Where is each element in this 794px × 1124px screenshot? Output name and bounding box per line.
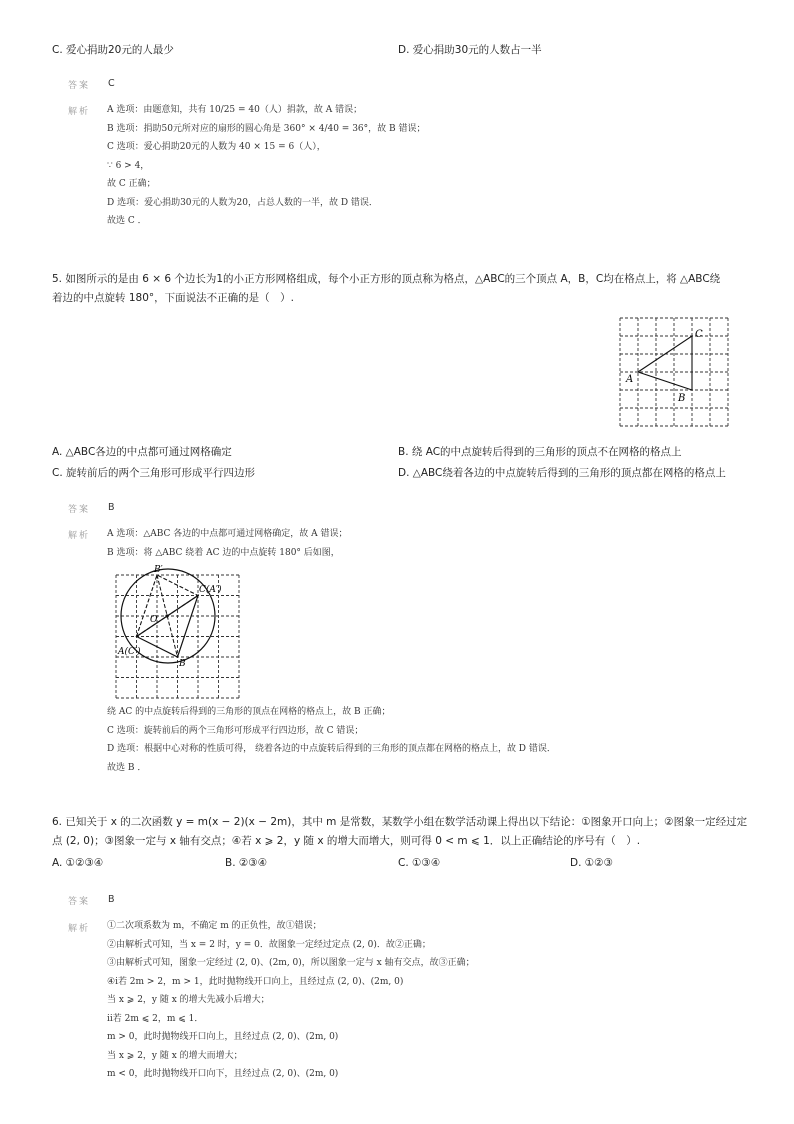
q5-analysis-line: 故选 B ． <box>107 762 147 773</box>
q5-analysis-line: A 选项：△ABC 各边的中点都可通过网格确定，故 A 错误； <box>107 529 348 539</box>
q5-grid-figure <box>615 313 737 433</box>
q6-analysis <box>107 917 475 1084</box>
q4-answer: C <box>108 78 115 89</box>
q5-stem-line: 5. 如图所示的是由 6 × 6 个边长为1的小正方形网格组成，每个小正方形的顶点称为格点，△ABC的三个顶点 A，B，C均在格点上，将 △ABC绕 <box>52 273 721 285</box>
q6-analysis-line: ②由解析式可知，当 x = 2 时，y = 0．故图象一定经过定点 (2, 0)．故②正确； <box>107 939 431 950</box>
q5-analysis-line: D 选项：根据中心对称的性质可得， 绕着各边的中点旋转后得到的三角形的顶点都在网格的格点上，故 D 错误． <box>107 744 556 754</box>
q4-analysis-line: C 选项：爱心捐助20元的人数为 40 × 15 = 6（人）， <box>107 142 326 152</box>
q5-option-a: A. △ABC各边的中点都可通过网格确定 <box>52 446 232 458</box>
q5-label-a: A <box>626 374 634 385</box>
q5-analysis-line: C 选项：旋转前后的两个三角形可形成平行四边形，故 C 错误； <box>107 725 364 736</box>
q6-analysis-label: 解析 <box>68 924 91 934</box>
q6-option-a: A. ①②③④ <box>52 857 104 869</box>
q5-answer-label: 答案 <box>68 505 91 515</box>
q5-analysis-line: B 选项：将 △ABC 绕着 AC 边的中点旋转 180° 后如图， <box>107 547 340 558</box>
q5-analysis-bottom <box>107 703 556 777</box>
q5-option-c: C. 旋转前后的两个三角形可形成平行四边形 <box>52 467 256 479</box>
q6-analysis-line: ④ⅰ若 2m > 2，m > 1，此时抛物线开口向上，且经过点 (2, 0)、(2m, 0) <box>107 976 404 987</box>
q5-option-b: B. 绕 AC的中点旋转后得到的三角形的顶点不在网格的格点上 <box>398 446 682 458</box>
q6-option-b: B. ②③④ <box>225 857 268 869</box>
q4-analysis-line: 故选 C ． <box>107 216 147 226</box>
q5-analysis-top <box>107 525 348 562</box>
q5-analysis-label: 解析 <box>68 531 91 541</box>
q6-analysis-line: ⅱ若 2m ⩽ 2，m ⩽ 1． <box>107 1013 204 1024</box>
q6-option-c: C. ①③④ <box>398 857 441 869</box>
q6-analysis-line: 当 x ⩾ 2，y 随 x 的增大而增大； <box>107 1050 243 1061</box>
q4-analysis-line: D 选项：爱心捐助30元的人数为20，占总人数的一半，故 D 错误． <box>107 197 378 208</box>
q5-center-o <box>165 614 168 617</box>
q6-stem-line: 6. 已知关于 x 的二次函数 y = m(x − 2)(x − 2m)，其中 m 是常数，某数学小组在数学活动课上得出以下结论：①图象开口向上；②图象一定经过定 <box>52 816 748 828</box>
q4-analysis-line: B 选项：捐助50元所对应的扇形的圆心角是 360° × 4/40 = 36°，故 B 错误； <box>107 123 426 134</box>
q6-answer: B <box>108 894 115 905</box>
q4-analysis-line: A 选项：由题意知，共有 10/25 = 40（人）捐款，故 A 错误； <box>107 105 363 115</box>
q4-analysis <box>107 101 426 231</box>
q4-answer-label: 答案 <box>68 81 91 91</box>
q4-analysis-line: 故 C 正确； <box>107 179 156 189</box>
q6-analysis-line: ③由解析式可知，图象一定经过 (2, 0)、(2m, 0)，所以图象一定与 x 轴有交点，故③正确； <box>107 958 475 968</box>
q5-label-c: C <box>695 329 703 340</box>
q5-stem-line: 着边的中点旋转 180°，下面说法不正确的是（ ）. <box>52 292 294 304</box>
q5-label-o: O <box>150 615 158 625</box>
q5-label-b2: B <box>179 659 186 669</box>
q5-grid-lines <box>620 318 728 426</box>
q6-option-d: D. ①②③ <box>570 857 613 869</box>
q5-option-d: D. △ABC绕着各边的中点旋转后得到的三角形的顶点都在网格的格点上 <box>398 467 726 479</box>
q6-analysis-line: m > 0，此时抛物线开口向上，且经过点 (2, 0)、(2m, 0) <box>107 1032 339 1042</box>
q5-triangle-original <box>137 596 199 658</box>
q4-option-c: C. 爱心捐助20元的人最少 <box>52 44 174 56</box>
q6-analysis-line: ①二次项系数为 m，不确定 m 的正负性，故①错误； <box>107 921 322 931</box>
q5-label-a-c-prime: A(C′) <box>118 647 141 657</box>
q5-answer: B <box>108 502 115 513</box>
q5-triangle-abc <box>638 336 692 390</box>
q4-analysis-line: ∵ 6 > 4， <box>107 160 150 171</box>
q5-triangle-rotated <box>137 575 199 637</box>
q5-label-b: B <box>678 393 686 404</box>
q4-option-d: D. 爱心捐助30元的人数占一半 <box>398 44 542 56</box>
q5-rotation-figure <box>110 562 242 702</box>
q6-answer-label: 答案 <box>68 897 91 907</box>
q6-stem-line: 点 (2, 0)；③图象一定与 x 轴有交点；④若 x ⩾ 2，y 随 x 的增大而增大，则可得 0 < m ⩽ 1．以上正确结论的序号有（ ）. <box>52 835 641 847</box>
q6-analysis-line: m < 0，此时抛物线开口向下，且经过点 (2, 0)、(2m, 0) <box>107 1069 339 1079</box>
q5-label-b-prime: B′ <box>154 565 163 575</box>
q6-stem <box>52 813 747 851</box>
q6-analysis-line: 当 x ⩾ 2，y 随 x 的增大先减小后增大； <box>107 995 270 1005</box>
q4-analysis-label: 解析 <box>68 107 91 117</box>
q5-label-c-a-prime: C(A′) <box>199 585 222 595</box>
q5-stem <box>52 270 720 308</box>
q5-analysis-line: 绕 AC 的中点旋转后得到的三角形的顶点在网格的格点上，故 B 正确； <box>107 707 391 717</box>
